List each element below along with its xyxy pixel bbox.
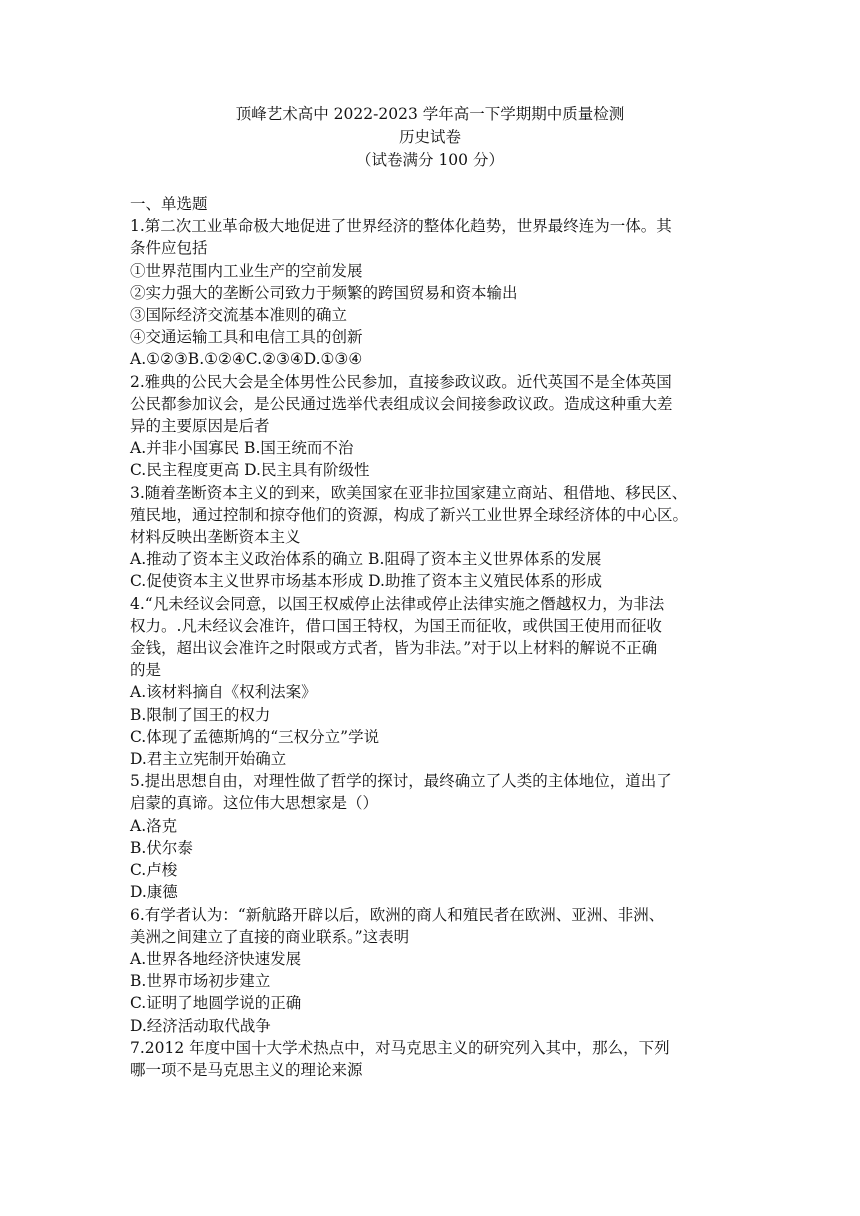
- question-7: [130, 1037, 735, 1081]
- question-stem-line: 4.“凡未经议会同意，以国王权威停止法律或停止法律实施之僭越权力，为非法: [130, 594, 665, 613]
- answer-option: D.经济活动取代战争: [130, 1016, 271, 1035]
- question-3: [130, 482, 735, 593]
- question-stem-line: 条件应包括: [130, 239, 208, 258]
- answer-option: D.康德: [130, 883, 178, 902]
- question-stem-line: 殖民地，通过控制和掠夺他们的资源，构成了新兴工业世界全球经济体的中心区。: [130, 505, 689, 524]
- exam-body: [130, 193, 735, 1081]
- answer-option: B.伏尔泰: [130, 838, 193, 857]
- question-stem-line: 启蒙的真谛。这位伟大思想家是（）: [130, 794, 379, 813]
- exam-score-note: （试卷满分 100 分）: [356, 151, 504, 169]
- question-list: [130, 215, 735, 1081]
- question-stem-line: 7.2012 年度中国十大学术热点中，对马克思主义的研究列入其中，那么，下列: [130, 1038, 670, 1057]
- answer-option: A.洛克: [130, 816, 178, 835]
- answer-option: C.卢梭: [130, 861, 178, 880]
- question-stem-line: 的是: [130, 661, 162, 680]
- question-stem-line: 2.雅典的公民大会是全体男性公民参加，直接参政议政。近代英国不是全体英国: [130, 372, 672, 391]
- question-statement: ①世界范围内工业生产的空前发展: [130, 261, 363, 280]
- answer-option: C.民主程度更高 D.民主具有阶级性: [130, 461, 370, 480]
- question-stem-line: 权力。.凡未经议会准许，借口国王特权，为国王而征收，或供国王使用而征收: [130, 616, 662, 635]
- answer-option: C.促使资本主义世界市场基本形成 D.助推了资本主义殖民体系的形成: [130, 572, 602, 591]
- exam-title: 顶峰艺术高中 2022-2023 学年高一下学期期中质量检测: [235, 105, 625, 123]
- question-2: [130, 371, 735, 482]
- question-stem-line: 哪一项不是马克思主义的理论来源: [130, 1060, 363, 1079]
- question-stem-line: 美洲之间建立了直接的商业联系。”这表明: [130, 927, 410, 946]
- question-5: [130, 770, 735, 903]
- question-stem-line: 3.随着垄断资本主义的到来，欧美国家在亚非拉国家建立商站、租借地、移民区、: [130, 483, 688, 502]
- answer-option: D.君主立宪制开始确立: [130, 750, 287, 769]
- exam-header: [0, 103, 860, 172]
- question-statement: ②实力强大的垄断公司致力于频繁的跨国贸易和资本输出: [130, 283, 518, 302]
- question-stem-line: 异的主要原因是后者: [130, 417, 270, 436]
- answer-option: C.证明了地圆学说的正确: [130, 994, 302, 1013]
- question-stem-line: 6.有学者认为：“新航路开辟以后，欧洲的商人和殖民者在欧洲、亚洲、非洲、: [130, 905, 665, 924]
- question-stem-line: 材料反映出垄断资本主义: [130, 528, 301, 547]
- answer-option: A.并非小国寡民 B.国王统而不治: [130, 439, 354, 458]
- exam-subject: 历史试卷: [398, 128, 461, 146]
- question-1: [130, 215, 735, 370]
- question-statement: ④交通运输工具和电信工具的创新: [130, 328, 363, 347]
- question-statement: ③国际经济交流基本准则的确立: [130, 306, 348, 325]
- question-stem-line: 1.第二次工业革命极大地促进了世界经济的整体化趋势，世界最终连为一体。其: [130, 217, 672, 236]
- question-6: [130, 904, 735, 1037]
- answer-option: B.世界市场初步建立: [130, 972, 271, 991]
- question-stem-line: 5.提出思想自由，对理性做了哲学的探讨，最终确立了人类的主体地位，道出了: [130, 772, 672, 791]
- answer-option: A.世界各地经济快速发展: [130, 949, 302, 968]
- answer-option: B.限制了国王的权力: [130, 705, 271, 724]
- question-stem-line: 公民都参加议会，是公民通过选举代表组成议会间接参政议政。造成这种重大差: [130, 394, 673, 413]
- question-stem-line: 金钱，超出议会准许之时限或方式者，皆为非法。”对于以上材料的解说不正确: [130, 639, 658, 658]
- answer-option: C.体现了孟德斯鸠的“三权分立”学说: [130, 727, 380, 746]
- answer-option: A.①②③B.①②④C.②③④D.①③④: [130, 350, 363, 369]
- section-heading: 一、单选题: [130, 195, 208, 213]
- answer-option: A.推动了资本主义政治体系的确立 B.阻碍了资本主义世界体系的发展: [130, 550, 602, 569]
- answer-option: A.该材料摘自《权利法案》: [130, 683, 317, 702]
- question-4: [130, 593, 735, 771]
